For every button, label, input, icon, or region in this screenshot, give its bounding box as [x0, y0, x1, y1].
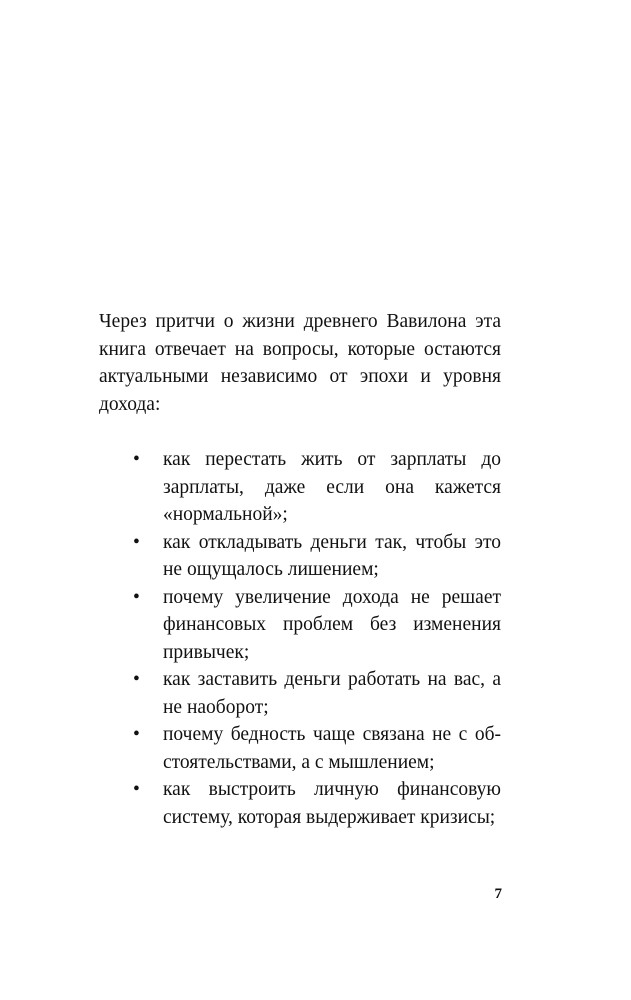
list-item-text: как заставить деньги работать на вас, а не наоборот; — [163, 669, 501, 718]
list-item — [133, 446, 501, 529]
page-number: 7 — [494, 886, 502, 902]
list-item — [133, 584, 501, 667]
bullet-icon: • — [133, 531, 140, 553]
bullet-icon: • — [133, 449, 140, 470]
bullet-icon: • — [133, 724, 140, 745]
list-item — [133, 666, 501, 721]
list-item-text: как выстроить личную финансовую систему, которая выдерживает кризисы; — [163, 779, 501, 828]
list-item — [133, 721, 501, 776]
list-item — [133, 529, 501, 584]
list-item-text: как откладывать деньги так, чтобы это не ощущалось лишением; — [163, 531, 501, 580]
list-item-text: почему бедность чаще связана не с обстоятельствами, а с мышлением; — [163, 724, 501, 773]
list-item-text: почему увеличение дохода не решает финансовых проблем без изменения привычек; — [163, 586, 501, 663]
bullet-icon: • — [133, 779, 140, 800]
bullet-list — [133, 446, 501, 831]
list-item — [133, 776, 501, 831]
intro-paragraph: Через притчи о жизни древнего Вавилона эта книга отвечает на вопросы, которые остаются актуальными независимо от эпохи и уровня дохода: — [99, 311, 501, 415]
bullet-icon: • — [133, 586, 140, 608]
bullet-icon: • — [133, 669, 140, 690]
list-item-text: как перестать жить от зарплаты до зарплаты, даже если она кажется «нормальной»; — [163, 449, 501, 525]
